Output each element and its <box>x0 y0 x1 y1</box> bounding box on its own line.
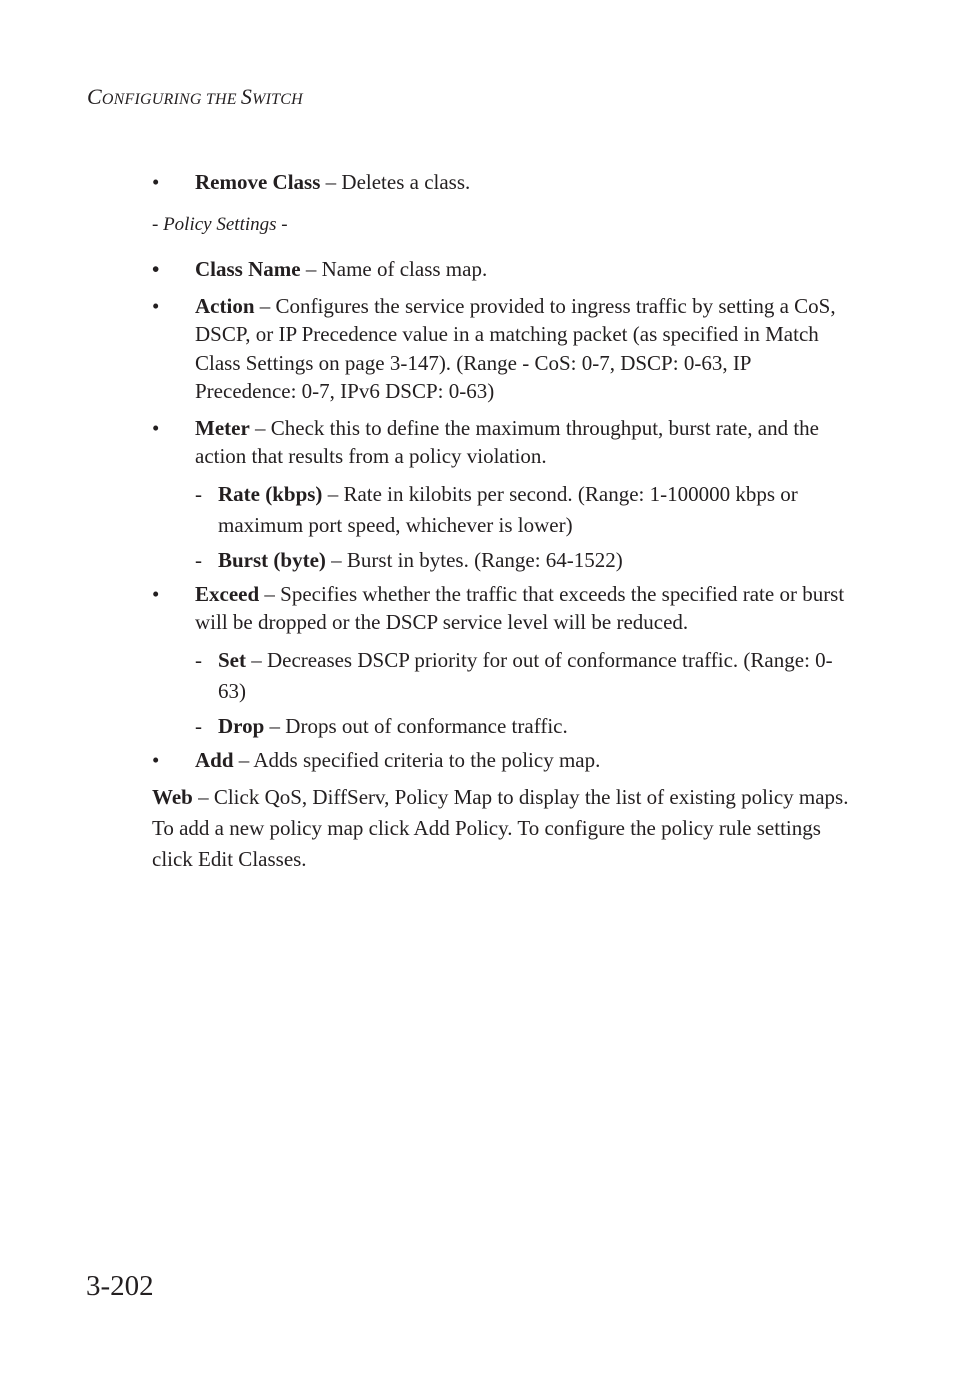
running-header-initial-1: C <box>87 84 102 109</box>
desc-action: – Configures the service provided to ingress traffic by setting a CoS, DSCP, or IP Precedence value in a matching packet (as specified in Match Class Settings on page 3-147). (Range - CoS: 0-7, DSCP: 0-63, IP Precedence: 0-7, IPv6 DSCP: 0-63) <box>195 293 836 403</box>
desc-set: – Decreases DSCP priority for out of conformance traffic. (Range: 0-63) <box>218 647 833 703</box>
term-burst: Burst (byte) <box>218 547 326 572</box>
term-set: Set <box>218 647 246 672</box>
page-number: 3-202 <box>86 1270 154 1302</box>
web-paragraph <box>152 782 852 875</box>
bullet-marker: • <box>152 415 160 440</box>
running-header-smallcaps-1: ONFIGURING THE <box>101 91 241 108</box>
dash-marker: - <box>195 481 202 506</box>
list-item-meter <box>152 414 852 471</box>
bullet-marker: • <box>152 747 160 772</box>
desc-web: – Click QoS, DiffServ, Policy Map to display the list of existing policy maps. To add a new policy map click Add Policy. To configure the policy rule settings click Edit Classes. <box>152 785 849 871</box>
desc-burst: – Burst in bytes. (Range: 64-1522) <box>325 547 623 572</box>
running-header-initial-2: S <box>240 84 253 109</box>
sub-item-drop <box>152 711 852 742</box>
list-item-add <box>152 746 852 775</box>
desc-add: – Adds specified criteria to the policy map. <box>233 747 601 772</box>
desc-class-name: – Name of class map. <box>300 257 488 281</box>
list-item-remove-class <box>152 168 852 197</box>
desc-rate: – Rate in kilobits per second. (Range: 1-100000 kbps or maximum port speed, whichever is lower) <box>218 481 798 537</box>
list-item-exceed <box>152 580 852 637</box>
term-web: Web <box>152 785 193 809</box>
bullet-marker: • <box>152 293 160 318</box>
page-content <box>152 168 852 875</box>
section-label-policy-settings: - Policy Settings - <box>152 213 288 235</box>
list-item-class-name <box>152 255 852 284</box>
list-item-action <box>152 292 852 406</box>
term-action: Action <box>195 293 255 318</box>
bullet-marker: • <box>152 170 160 194</box>
sub-item-rate <box>152 479 852 541</box>
term-add: Add <box>195 747 234 772</box>
bullet-marker: • <box>152 581 160 606</box>
desc-exceed: – Specifies whether the traffic that exceeds the specified rate or burst will be dropped or the DSCP service level will be reduced. <box>195 581 845 634</box>
sub-item-set <box>152 645 852 707</box>
dash-marker: - <box>195 647 202 672</box>
desc-meter: – Check this to define the maximum throughput, burst rate, and the action that results from a policy violation. <box>195 415 819 468</box>
term-exceed: Exceed <box>195 581 260 606</box>
desc-drop: – Drops out of conformance traffic. <box>264 713 568 738</box>
term-drop: Drop <box>218 713 265 738</box>
running-header-smallcaps-2: WITCH <box>252 91 303 108</box>
dash-marker: - <box>195 547 202 572</box>
desc-remove-class: – Deletes a class. <box>320 170 471 194</box>
sub-item-burst <box>152 545 852 576</box>
dash-marker: - <box>195 713 202 738</box>
term-meter: Meter <box>195 415 250 440</box>
term-rate: Rate (kbps) <box>218 481 323 506</box>
bullet-marker: • <box>152 257 160 281</box>
term-class-name: Class Name <box>195 257 301 281</box>
running-header <box>87 84 303 110</box>
term-remove-class: Remove Class <box>195 170 321 194</box>
